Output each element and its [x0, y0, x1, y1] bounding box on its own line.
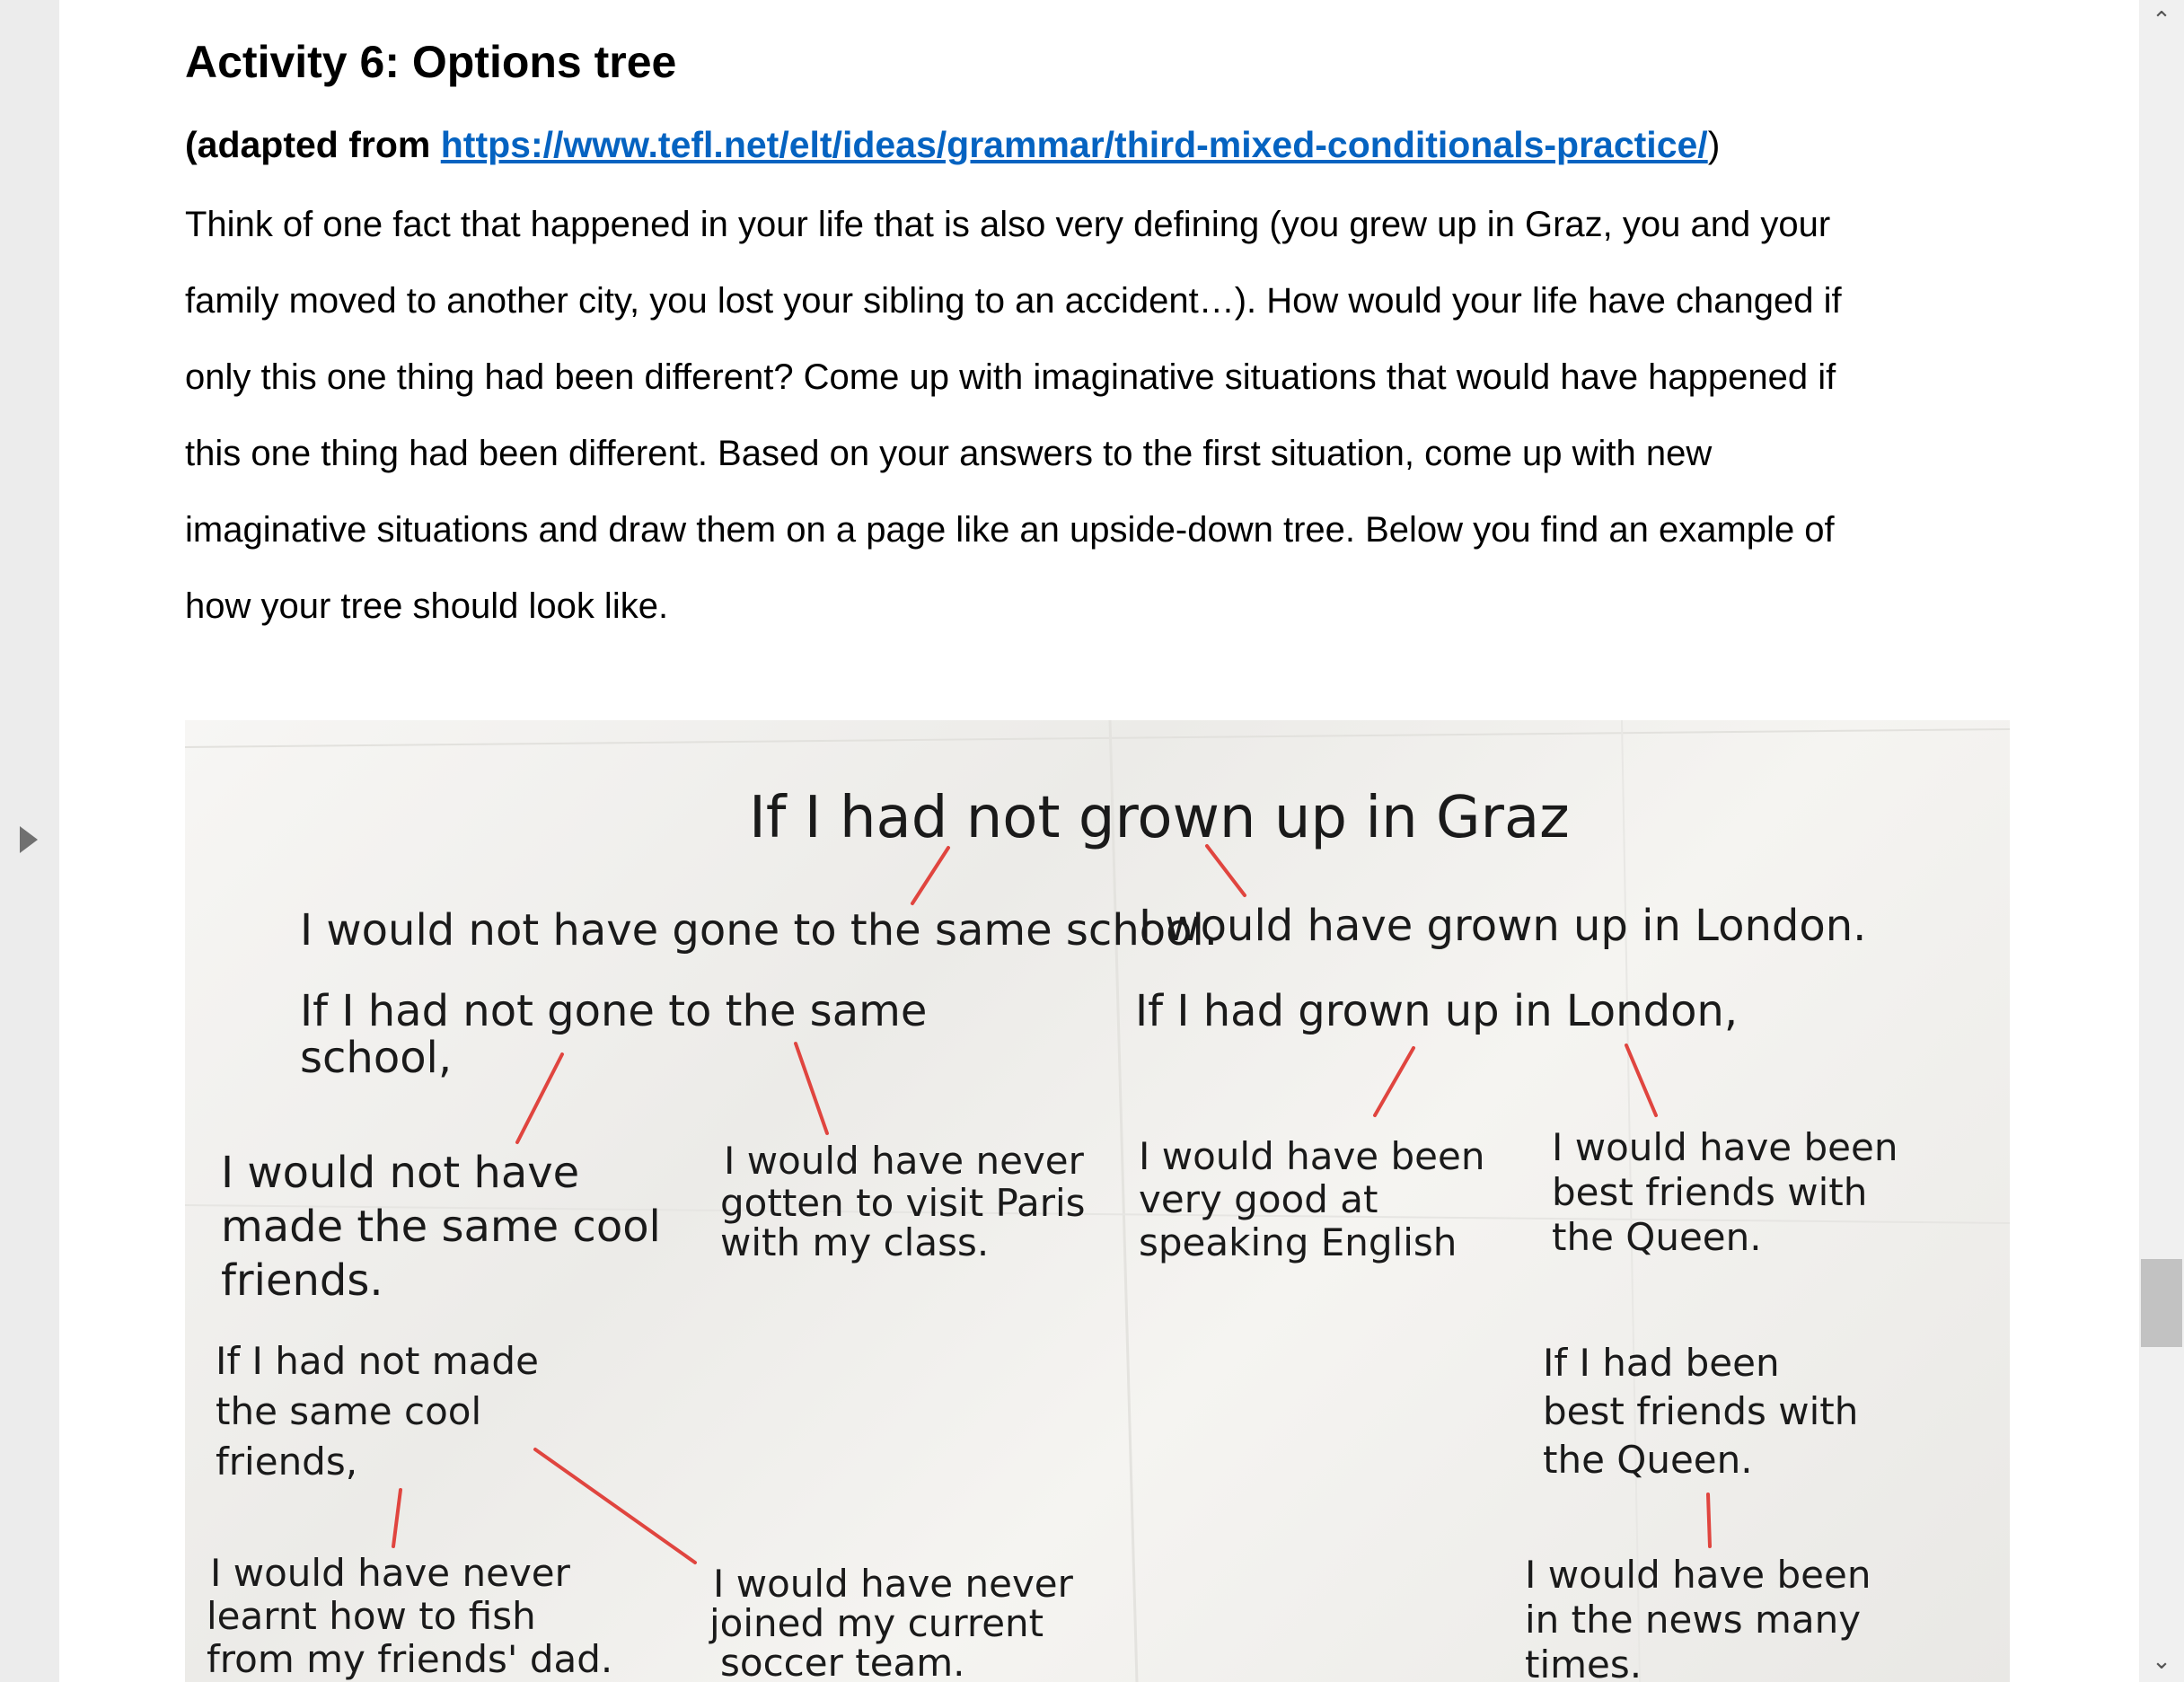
r2-text-2: best friends with — [1552, 1170, 1868, 1214]
r2a-text-1: I would have been — [1525, 1553, 1871, 1597]
paragraph-line: family moved to another city, you lost your sibling to an accident…). How would your life have changed if — [185, 281, 1842, 321]
l2-text-1: I would have never — [724, 1139, 1084, 1183]
r2-condition-text-1: If I had been — [1543, 1341, 1780, 1385]
tree-root-text: If I had not grown up in Graz — [749, 785, 1570, 851]
vertical-scrollbar[interactable] — [2139, 0, 2184, 1682]
l1b-text-3: soccer team. — [720, 1641, 965, 1682]
right-branch-text: I would have grown up in London. — [1139, 901, 1867, 951]
left-condition-text-2: school, — [300, 1033, 453, 1083]
r2a-text-3: times. — [1525, 1642, 1642, 1682]
r2-condition-text-3: the Queen. — [1543, 1438, 1753, 1482]
r1-text-3: speaking English — [1139, 1220, 1457, 1264]
l1-condition-text-3: friends, — [216, 1440, 358, 1484]
root-to-right-line — [1207, 846, 1245, 895]
l1a-text-3: from my friends' dad. — [207, 1637, 613, 1681]
l1a-text-1: I would have never — [210, 1551, 570, 1595]
right-condition-to-r2-line — [1626, 1045, 1656, 1115]
chevron-up-icon[interactable]: ⌃ — [2152, 7, 2171, 34]
triangle-right-icon[interactable] — [20, 826, 38, 853]
r1-text-1: I would have been — [1139, 1134, 1485, 1178]
right-condition-to-r1-line — [1375, 1048, 1413, 1115]
paragraph-line: imaginative situations and draw them on a page like an upside-down tree. Below you find an example of — [185, 510, 1835, 550]
left-gutter — [0, 0, 59, 1682]
document-page — [59, 0, 2139, 1682]
r1-text-2: very good at — [1139, 1177, 1378, 1221]
left-condition-text-1: If I had not gone to the same — [300, 986, 928, 1036]
adapted-prefix: (adapted from — [185, 124, 441, 165]
r2-text-3: the Queen. — [1552, 1215, 1762, 1259]
l1b-text-2: joined my current — [709, 1601, 1044, 1645]
l1b-text-1: I would have never — [713, 1562, 1073, 1606]
paragraph-line: Think of one fact that happened in your life that is also very defining (you grew up in Graz, you and your — [185, 205, 1831, 244]
left-branch-text: I would not have gone to the same school. — [300, 905, 1219, 955]
r2-condition-to-r2a-line — [1708, 1494, 1710, 1546]
root-to-left-line — [912, 848, 948, 903]
r2-condition-text-2: best friends with — [1543, 1389, 1859, 1433]
scrollbar-thumb[interactable] — [2141, 1259, 2182, 1347]
paragraph-line: how your tree should look like. — [185, 586, 669, 626]
adapted-from-line — [185, 124, 1720, 166]
l1-text-3: friends. — [221, 1255, 383, 1306]
activity-heading: Activity 6: Options tree — [185, 37, 677, 87]
source-link[interactable]: https://www.tefl.net/elt/ideas/grammar/third-mixed-conditionals-practice/ — [440, 124, 1708, 165]
l1-condition-to-l1a-line — [393, 1490, 401, 1546]
right-condition-text: If I had grown up in London, — [1135, 986, 1739, 1036]
l1-text-1: I would not have — [221, 1148, 580, 1198]
l2-text-3: with my class. — [720, 1220, 990, 1264]
r2-text-1: I would have been — [1552, 1125, 1898, 1169]
options-tree-photo — [185, 720, 2010, 1682]
r2a-text-2: in the news many — [1525, 1598, 1862, 1642]
paragraph-line: this one thing had been different. Based on your answers to the first situation, come up with new — [185, 434, 1713, 473]
l1-text-2: made the same cool — [221, 1202, 661, 1252]
l2-text-2: gotten to visit Paris — [720, 1181, 1086, 1225]
left-condition-to-l2-line — [796, 1044, 827, 1133]
left-condition-to-l1-line — [517, 1054, 562, 1142]
chevron-down-icon[interactable]: ⌄ — [2152, 1648, 2171, 1675]
paragraph-line: only this one thing had been different? Come up with imaginative situations that would have happened if — [185, 357, 1836, 397]
l1-condition-text-2: the same cool — [216, 1389, 482, 1433]
l1-condition-to-l1b-line — [535, 1449, 695, 1563]
l1-condition-text-1: If I had not made — [216, 1339, 539, 1383]
l1a-text-2: learnt how to fish — [207, 1594, 536, 1638]
adapted-suffix: ) — [1707, 124, 1721, 165]
options-tree-drawing — [185, 720, 2010, 1682]
